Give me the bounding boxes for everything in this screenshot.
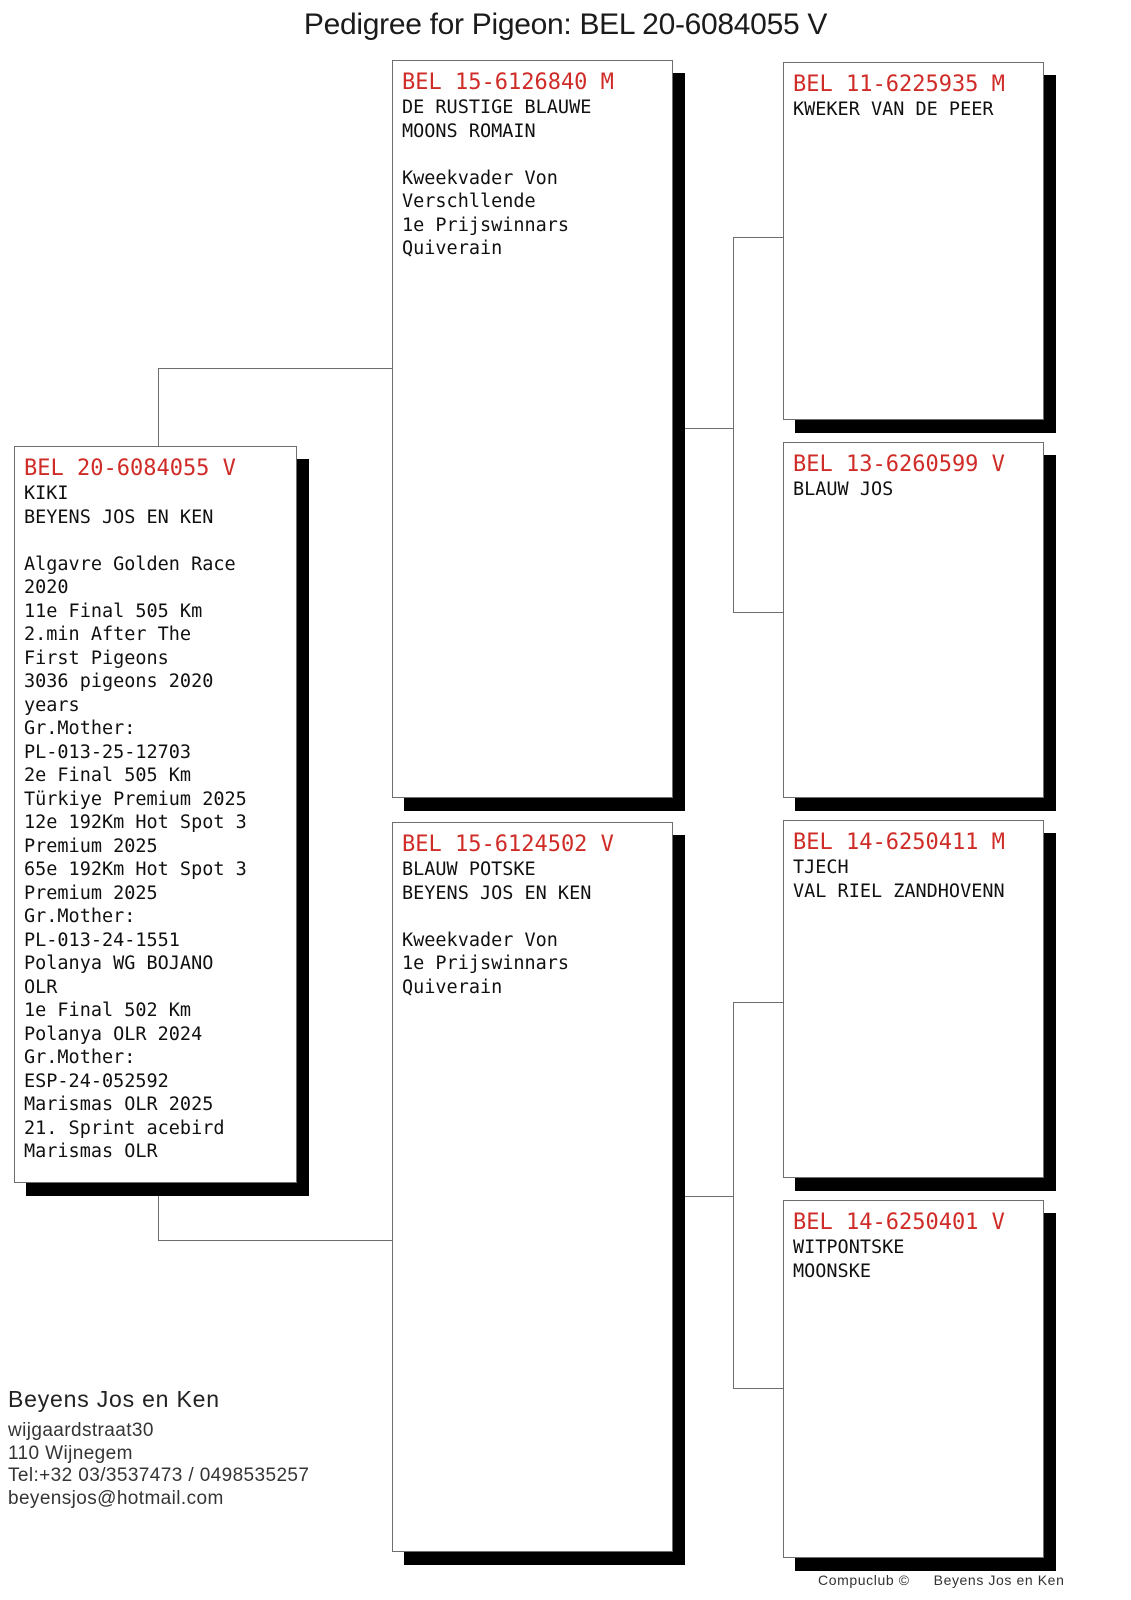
pedigree-text-line: KIKI [24, 483, 69, 504]
pedigree-text-line: ESP-24-052592 [24, 1070, 169, 1092]
connector-sire-gp1-stub [733, 237, 783, 238]
pedigree-text-line [24, 529, 290, 553]
pedigree-text-line: Kweekvader Von [402, 929, 558, 951]
pedigree-box-body [793, 98, 1037, 122]
pedigree-text-line: Türkiye Premium 2025 [24, 788, 247, 810]
pedigree-box-sire [392, 60, 673, 798]
pedigree-text-line: Gr.Mother: [24, 906, 136, 927]
pedigree-text-line: BLAUW JOS [793, 479, 894, 500]
pedigree-text-line: Gr.Mother: [24, 718, 136, 739]
pedigree-text-line: 3036 pigeons 2020 [24, 671, 214, 692]
ring-number: BEL 15-6126840 M [402, 70, 614, 95]
credits-app: Compuclub © [818, 1572, 910, 1588]
pedigree-text-line: PL-013-25-12703 [24, 741, 192, 763]
pedigree-box-body [793, 1236, 1037, 1283]
pedigree-text-line: Marismas OLR [24, 1141, 158, 1162]
ring-number: BEL 15-6124502 V [402, 832, 614, 857]
pedigree-box-body [402, 858, 666, 999]
pedigree-text-line [402, 905, 666, 929]
connector-sire-vertical [733, 237, 734, 613]
pedigree-text-line: MOONS ROMAIN [402, 120, 536, 142]
pedigree-box-granddam-maternal [783, 1200, 1044, 1558]
pedigree-box-body [793, 856, 1037, 903]
pedigree-text-line: 1e Final 502 Km [24, 1000, 192, 1021]
connector-dam-gp4-stub [733, 1388, 783, 1389]
pedigree-text-line: OLR [24, 976, 58, 998]
pedigree-text-line: First Pigeons [24, 647, 169, 669]
pedigree-text-line: 2020 [24, 577, 69, 598]
credits-owner: Beyens Jos en Ken [933, 1572, 1065, 1588]
pedigree-box-grandsire-paternal [783, 62, 1044, 420]
credits-footer [818, 1572, 1118, 1588]
pedigree-text-line [402, 143, 666, 167]
pedigree-text-line: MOONSKE [793, 1260, 871, 1282]
pedigree-text-line: Premium 2025 [24, 882, 158, 904]
ring-number: BEL 20-6084055 V [24, 456, 236, 481]
pedigree-text-line: Marismas OLR 2025 [24, 1094, 214, 1115]
connector-subject-sire-vertical [158, 368, 159, 446]
pedigree-text-line: Kweekvader Von [402, 167, 558, 189]
pedigree-text-line: years [24, 694, 80, 716]
owner-name: Beyens Jos en Ken [8, 1386, 220, 1412]
connector-subject-dam-horizontal [158, 1240, 392, 1241]
pedigree-box-dam [392, 822, 673, 1552]
pedigree-text-line: Quiverain [402, 976, 503, 998]
pedigree-text-line: Polanya WG BOJANO [24, 953, 214, 974]
pedigree-text-line: Gr.Mother: [24, 1047, 136, 1068]
ring-number: BEL 14-6250401 V [793, 1210, 1005, 1235]
pedigree-text-line: Premium 2025 [24, 835, 158, 857]
pedigree-text-line: 2e Final 505 Km [24, 765, 192, 786]
connector-dam-vertical [733, 1002, 734, 1388]
pedigree-text-line: VAL RIEL ZANDHOVENN [793, 880, 1005, 902]
ring-number: BEL 13-6260599 V [793, 452, 1005, 477]
connector-subject-sire-horizontal [158, 368, 392, 369]
pedigree-text-line: WITPONTSKE [793, 1237, 905, 1258]
owner-street: wijgaardstraat30 [8, 1420, 154, 1441]
pedigree-text-line: Algavre Golden Race [24, 553, 236, 575]
pedigree-text-line: KWEKER VAN DE PEER [793, 99, 994, 120]
connector-subject-dam-vertical [158, 1193, 159, 1240]
pedigree-box-grandsire-maternal [783, 820, 1044, 1178]
owner-email: beyensjos@hotmail.com [8, 1487, 224, 1509]
pedigree-box-body [402, 96, 666, 261]
pedigree-box-subject [14, 446, 297, 1183]
pedigree-text-line: Verschllende [402, 191, 536, 212]
connector-sire-gp2-stub [733, 612, 783, 613]
pedigree-text-line: 1e Prijswinnars [402, 953, 570, 974]
pedigree-text-line: 21. Sprint acebird [24, 1117, 225, 1139]
pedigree-text-line: DE RUSTIGE BLAUWE [402, 97, 592, 118]
connector-dam-gp3-stub [733, 1002, 783, 1003]
pedigree-text-line: 12e 192Km Hot Spot 3 [24, 812, 247, 833]
ring-number: BEL 14-6250411 M [793, 830, 1005, 855]
ring-number: BEL 11-6225935 M [793, 72, 1005, 97]
pedigree-text-line: 1e Prijswinnars [402, 214, 570, 236]
pedigree-text-line: 65e 192Km Hot Spot 3 [24, 859, 247, 880]
page-title: Pedigree for Pigeon: BEL 20-6084055 V [303, 8, 828, 41]
pedigree-text-line: TJECH [793, 857, 849, 878]
pedigree-text-line: BEYENS JOS EN KEN [402, 882, 592, 904]
pedigree-text-line: BEYENS JOS EN KEN [24, 506, 214, 528]
pedigree-box-granddam-paternal [783, 442, 1044, 798]
pedigree-box-body [24, 482, 290, 1164]
owner-contact-block [8, 1386, 309, 1510]
connector-sire-stem [674, 428, 733, 429]
owner-phone: Tel:+32 03/3537473 / 0498535257 [8, 1465, 310, 1486]
pedigree-text-line: Polanya OLR 2024 [24, 1023, 203, 1045]
connector-dam-stem [674, 1196, 733, 1197]
owner-city: 110 Wijnegem [8, 1442, 133, 1464]
pedigree-text-line: 11e Final 505 Km [24, 600, 203, 622]
pedigree-text-line: Quiverain [402, 238, 503, 259]
pedigree-box-body [793, 478, 1037, 502]
pedigree-text-line: PL-013-24-1551 [24, 929, 180, 951]
pedigree-text-line: BLAUW POTSKE [402, 859, 536, 880]
pedigree-text-line: 2.min After The [24, 624, 192, 645]
